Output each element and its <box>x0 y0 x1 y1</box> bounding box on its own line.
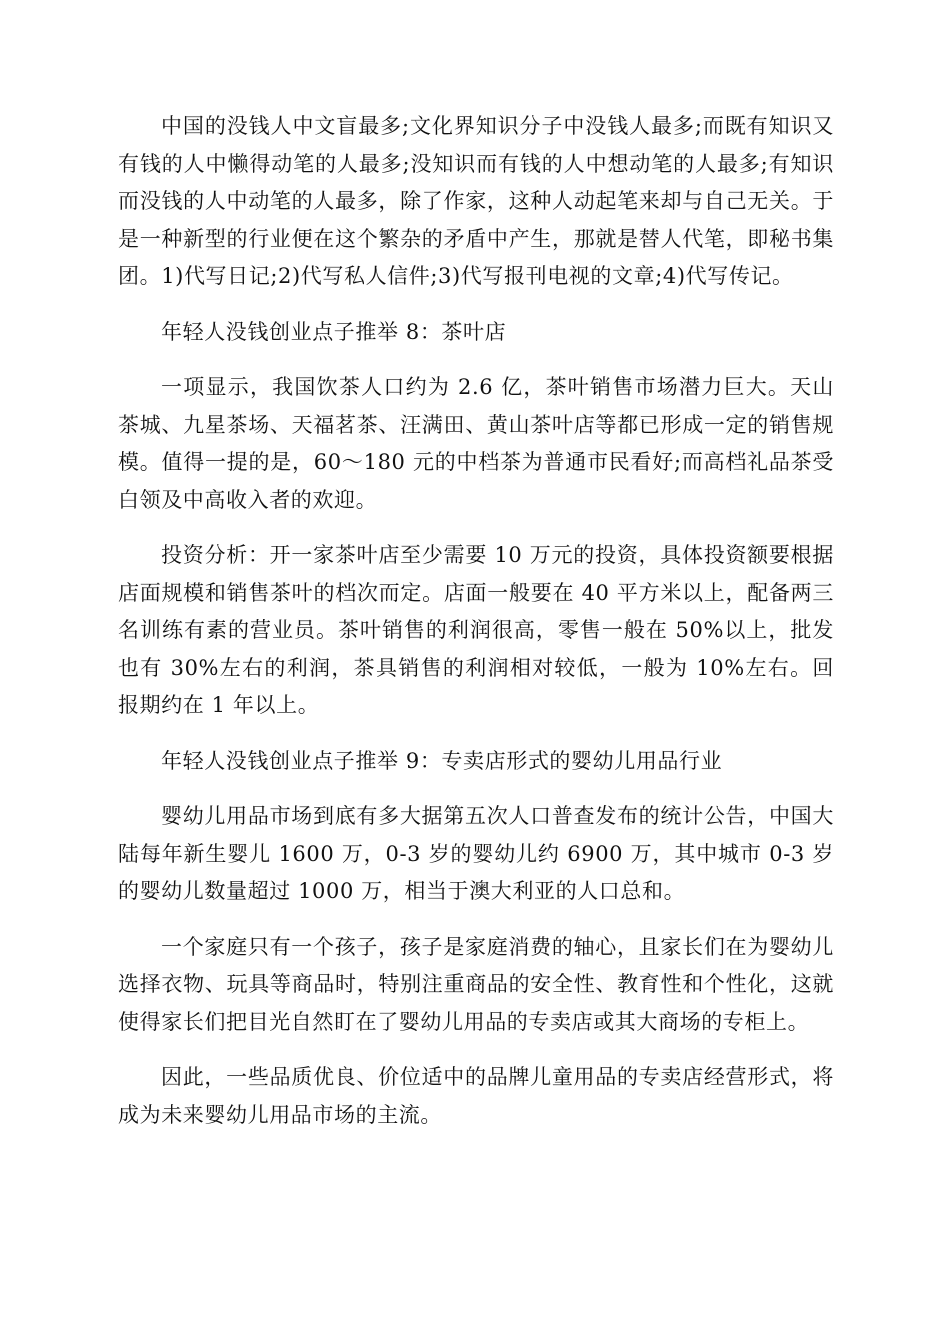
paragraph-family-focus: 一个家庭只有一个孩子，孩子是家庭消费的轴心，且家长们在为婴幼儿选择衣物、玩具等商品时，特别注重商品的安全性、教育性和个性化，这就使得家长们把目光自然盯在了婴幼儿用品的专卖店或其大商场的专柜上。 <box>118 934 834 1034</box>
paragraph-tea-investment: 投资分析：开一家茶叶店至少需要 10 万元的投资，具体投资额要根据店面规模和销售茶叶的档次而定。店面一般要在 40 平方米以上，配备两三名训练有素的营业员。茶叶销售的利润很高，零售一般在 50%以上，批发也有 30%左右的利润，茶具销售的利润相对较低，一般为 10%左右。回报期约在 1 年以上。 <box>118 543 834 717</box>
paragraph-baby-market-size: 婴幼儿用品市场到底有多大据第五次人口普查发布的统计公告，中国大陆每年新生婴儿 1600 万，0-3 岁的婴幼儿约 6900 万，其中城市 0-3 岁的婴幼儿数量超过 1000 万，相当于澳大利亚的人口总和。 <box>118 804 834 903</box>
paragraph-ghostwriting: 中国的没钱人中文盲最多;文化界知识分子中没钱人最多;而既有知识又有钱的人中懒得动笔的人最多;没知识而有钱的人中想动笔的人最多;有知识而没钱的人中动笔的人最多，除了作家，这种人动起笔来却与自己无关。于是一种新型的行业便在这个繁杂的矛盾中产生，那就是替人代笔，即秘书集团。1)代写日记;2)代写私人信件;3)代写报刊电视的文章;4)代写传记。 <box>118 114 834 288</box>
document-page <box>118 108 834 1152</box>
paragraph-conclusion: 因此，一些品质优良、价位适中的品牌儿童用品的专卖店经营形式，将成为未来婴幼儿用品市场的主流。 <box>118 1065 834 1127</box>
paragraph-tea-market: 一项显示，我国饮茶人口约为 2.6 亿，茶叶销售市场潜力巨大。天山茶城、九星茶场、天福茗茶、汪满田、黄山茶叶店等都已形成一定的销售规模。值得一提的是，60～180 元的中档茶为普通市民看好;而高档礼品茶受白领及中高收入者的欢迎。 <box>118 375 834 512</box>
heading-idea-9: 年轻人没钱创业点子推举 9：专卖店形式的婴幼儿用品行业 <box>161 748 723 773</box>
heading-idea-8: 年轻人没钱创业点子推举 8：茶叶店 <box>161 319 507 344</box>
